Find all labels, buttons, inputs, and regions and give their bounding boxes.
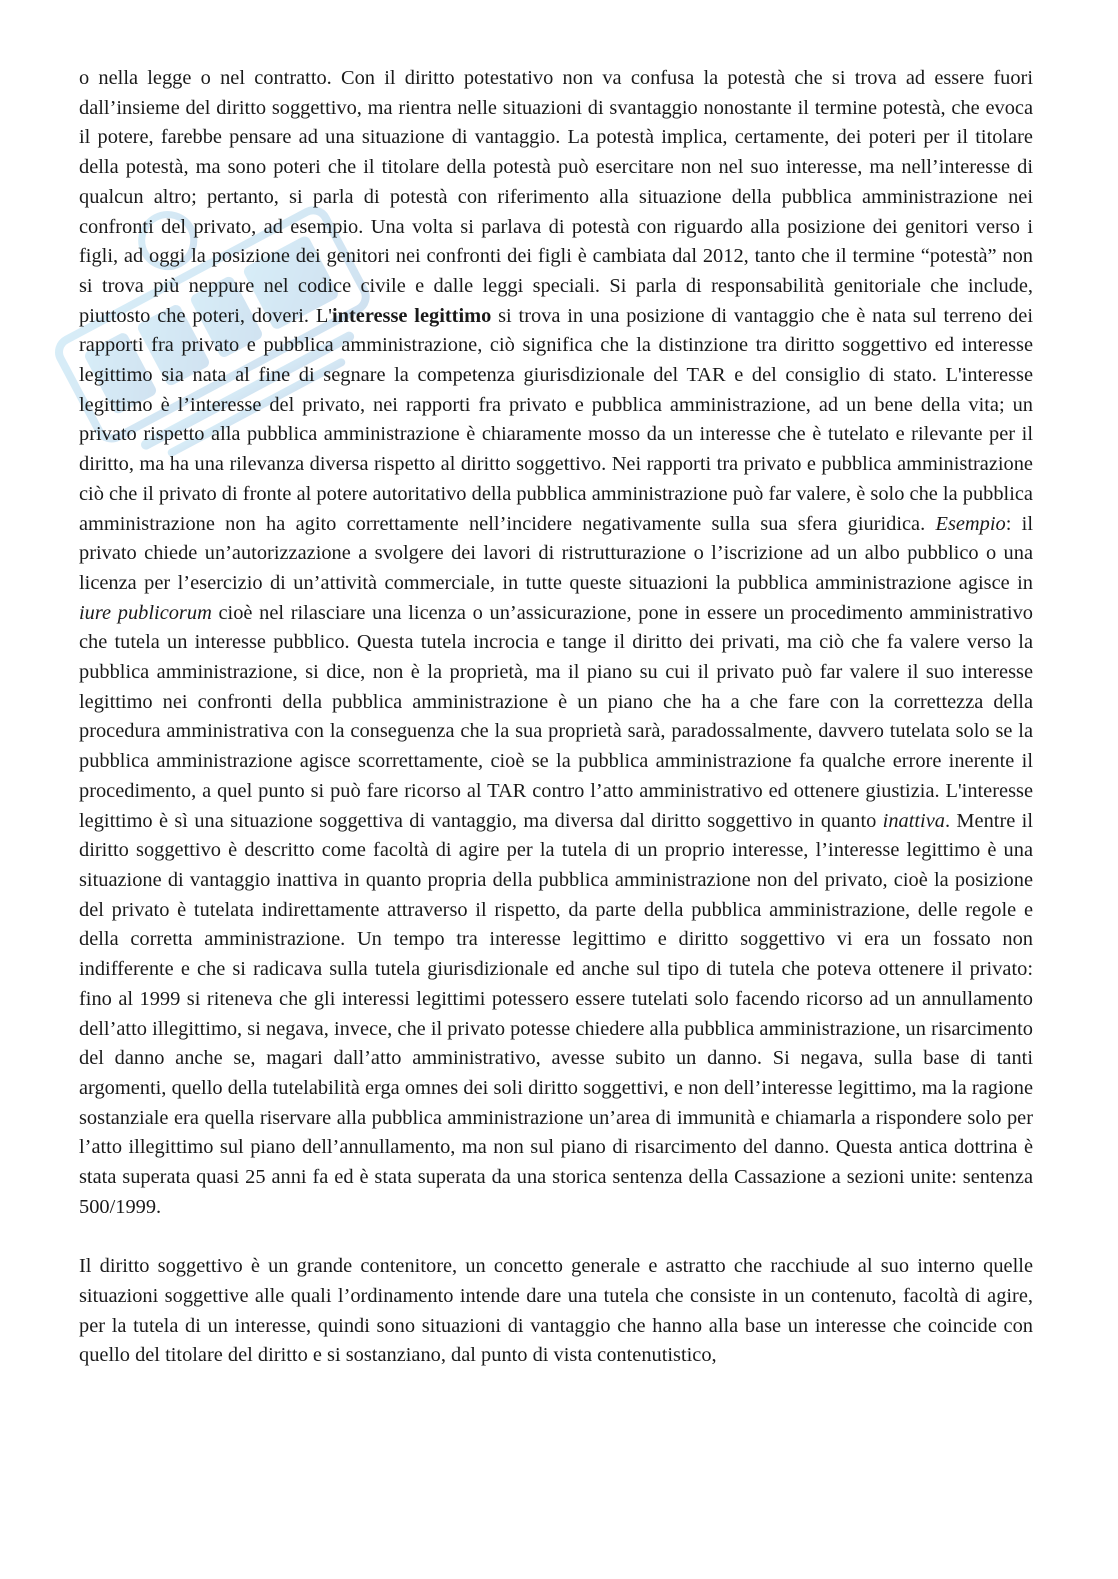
text-run: si trova in una posizione di vantaggio che è nata sul terreno dei rapporti fra privato e pubblica amministrazione, ciò significa che la distinzione tra diritto soggettivo ed interesse legittimo sia nata al fine di segnare la competenza giurisdizionale del TAR e del consiglio di stato. L'interesse legittimo è l’interesse del privato, nei rapporti fra privato e pubblica amministrazione, ad un bene della vita; un privato rispetto alla pubblica amministrazione è chiaramente mosso da un interesse che è tutelato e rilevante per il diritto, ma ha una rilevanza diversa rispetto al diritto soggettivo. Nei rapporti tra privato e pubblica amministrazione ciò che il privato di fronte al potere autoritativo della pubblica amministrazione può far valere, è solo che la pubblica amministrazione non ha agito correttamente nell’incidere negativamente sulla sua sfera giuridica. (79, 304, 1033, 535)
document-body (79, 64, 1033, 1371)
text-run: cioè nel rilasciare una licenza o un’assicurazione, pone in essere un procedimento amministrativo che tutela un interesse pubblico. Questa tutela incrocia e tange il diritto dei privati, ma ciò che fa valere verso la pubblica amministrazione, si dice, non è la proprietà, ma il piano su cui il privato può far valere il suo interesse legittimo nei confronti della pubblica amministrazione è un piano che ha a che fare con la correttezza della procedura amministrativa con la conseguenza che la sua proprietà sarà, paradossalmente, davvero tutelata solo se la pubblica amministrazione agisce scorrettamente, cioè se la pubblica amministrazione fa qualche errore inerente il procedimento, a quel punto si può fare ricorso al TAR contro l’atto amministrativo ed ottenere giustizia. L'interesse legittimo è sì una situazione soggettiva di vantaggio, ma diversa dal diritto soggettivo in quanto (79, 601, 1033, 832)
italic-inattiva: inattiva (882, 809, 945, 832)
text-run: . Mentre il diritto soggettivo è descritto come facoltà di agire per la tutela di un proprio interesse, l’interesse legittimo è una situazione di vantaggio inattiva in quanto propria della pubblica amministrazione non del privato, cioè la posizione del privato è tutelata indirettamente attraverso il rispetto, da parte della pubblica amministrazione, delle regole e della corretta amministrazione. Un tempo tra interesse legittimo e diritto soggettivo vi era un fossato non indifferente e che si radicava sulla tutela giurisdizionale ed anche sul tipo di tutela che poteva ottenere il privato: fino al 1999 si riteneva che gli interessi legittimi potessero essere tutelati solo facendo ricorso ad un annullamento dell’atto illegittimo, si negava, invece, che il privato potesse chiedere alla pubblica amministrazione, un risarcimento del danno anche se, magari dall’atto amministrativo, avesse subito un danno. Si negava, sulla base di tanti argomenti, quello della tutelabilità erga omnes dei soli diritto soggettivi, e non dell’interesse legittimo, ma la ragione sostanziale era quella riservare alla pubblica amministrazione un’area di immunità e chiamarla a rispondere solo per l’atto illegittimo sul piano dell’annullamento, ma non sul piano di risarcimento del danno. Questa antica dottrina è stata superata quasi 25 anni fa ed è stata superata da una storica sentenza della Cassazione a sezioni unite: sentenza 500/1999. (79, 809, 1033, 1218)
italic-iure-publicorum: iure publicorum (79, 601, 212, 624)
bold-term-interesse-legittimo: interesse legittimo (331, 304, 492, 327)
text-run: o nella legge o nel contratto. Con il diritto potestativo non va confusa la potestà che si trova ad essere fuori dall’insieme del diritto soggettivo, ma rientra nelle situazioni di svantaggio nonostante il termine potestà, che evoca il potere, farebbe pensare ad una situazione di vantaggio. La potestà implica, certamente, dei poteri per il titolare della potestà, ma sono poteri che il titolare della potestà può esercitare non nel suo interesse, ma nell’interesse di qualcun altro; pertanto, si parla di potestà con riferimento alla situazione della pubblica amministrazione nei confronti del privato, ad esempio. Una volta si parlava di potestà con riguardo alla posizione dei genitori verso i figli, ad oggi la posizione dei genitori nei confronti dei figli è cambiata dal 2012, tanto che il termine “potestà” non si trova più neppure nel codice civile e dalle leggi speciali. Si parla di responsabilità genitoriale che include, piuttosto che poteri, doveri. L' (79, 67, 1033, 327)
paragraph-2: Il diritto soggettivo è un grande contenitore, un concetto generale e astratto che racchiude al suo interno quelle situazioni soggettive alle quali l’ordinamento intende dare una tutela che consiste in un contenuto, facoltà di agire, per la tutela di un interesse, quindi sono situazioni di vantaggio che hanno alla base un interesse che coincide con quello del titolare del diritto e si sostanziano, dal punto di vista contenutistico, (79, 1255, 1033, 1367)
text-run: : il privato chiede un’autorizzazione a svolgere dei lavori di ristrutturazione o l’iscrizione ad un albo pubblico o una licenza per l’esercizio di un’attività commerciale, in tutte queste situazioni la pubblica amministrazione agisce in (79, 512, 1033, 594)
italic-esempio: Esempio (935, 512, 1006, 535)
paragraph-1 (79, 64, 1033, 1222)
